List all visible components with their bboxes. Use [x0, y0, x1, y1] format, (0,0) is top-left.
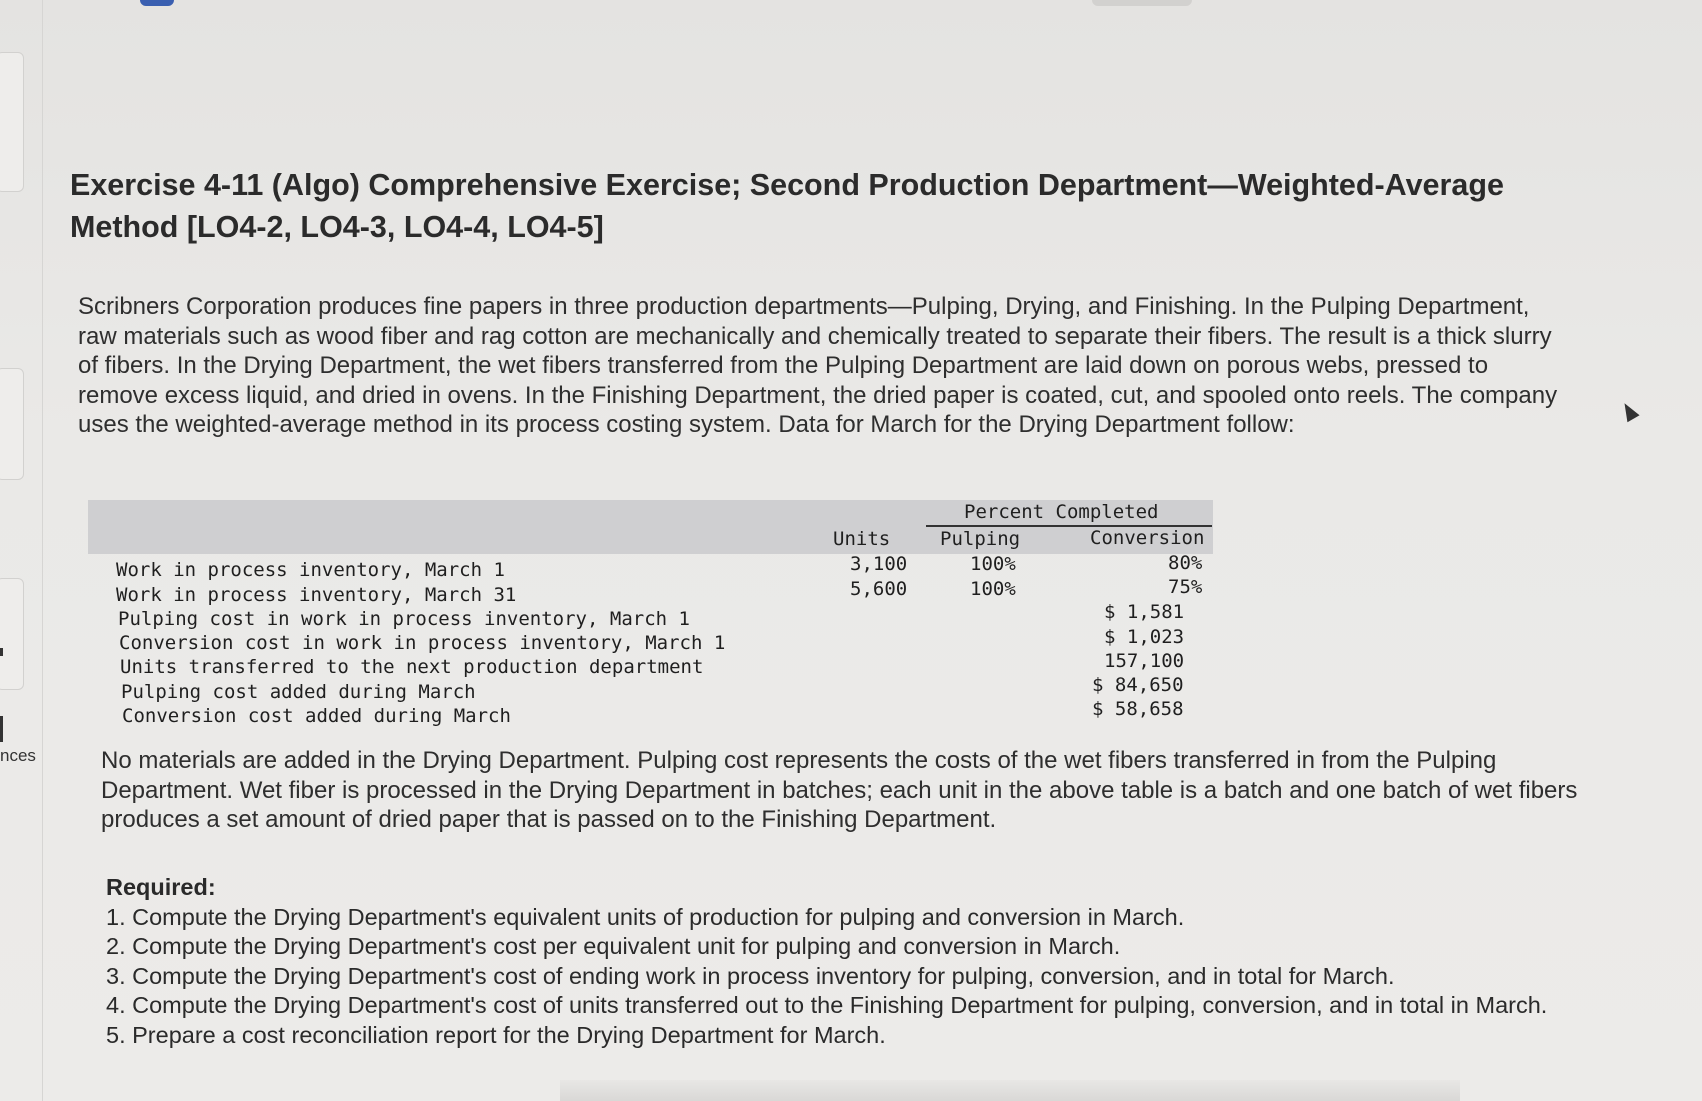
row-value: $ 1,581 [1104, 601, 1185, 623]
row-pulping-pct: 100% [970, 553, 1016, 575]
exercise-intro: Scribners Corporation produces fine papers in three production departments—Pulping, Drying, and Finishing. In the Pulping Department, raw materials such as wood fiber and rag cotton are mechanically and chemically treated to separate their fibers. The result is a thick slurry of fibers. In the Drying Department, the wet fibers transferred from the Pulping Department are laid down on porous webs, pressed to remove excess liquid, and dried in ovens. In the Finishing Department, the dried paper is coated, cut, and spooled onto reels. The company uses the weighted-average method in its process costing system. Data for March for the Drying Department follow: [78, 293, 1558, 438]
required-item: 1. Compute the Drying Department's equivalent units of production for pulping and conversion in March. [106, 903, 1185, 930]
header-percent-completed: Percent Completed [964, 501, 1159, 523]
row-value: $ 1,023 [1104, 626, 1185, 648]
drying-department-data-table [88, 500, 1213, 732]
required-item: 3. Compute the Drying Department's cost of ending work in process inventory for pulping, conversion, and in total for March. [106, 962, 1395, 989]
row-value: 157,100 [1104, 650, 1185, 672]
header-units: Units [833, 528, 891, 550]
sidebar-marker [0, 648, 3, 656]
row-label: Pulping cost added during March [121, 681, 476, 703]
sidebar-tab[interactable] [0, 368, 24, 480]
row-value: $ 84,650 [1092, 674, 1184, 696]
row-pulping-pct: 100% [970, 578, 1016, 600]
row-conversion-pct: 75% [1168, 576, 1203, 598]
top-indicator [1092, 0, 1192, 6]
required-heading: Required: [106, 874, 216, 900]
sidebar-partial-label[interactable]: nces [0, 746, 36, 765]
bottom-edge [560, 1080, 1460, 1101]
top-indicator [140, 0, 174, 6]
sidebar-tab[interactable] [0, 52, 24, 192]
required-item: 5. Prepare a cost reconciliation report for the Drying Department for March. [106, 1021, 886, 1048]
row-units: 5,600 [850, 578, 908, 600]
row-label: Pulping cost in work in process inventory, March 1 [118, 608, 690, 630]
row-conversion-pct: 80% [1168, 552, 1203, 574]
required-list [106, 903, 1586, 1051]
required-item: 2. Compute the Drying Department's cost per equivalent unit for pulping and conversion in March. [106, 933, 1121, 959]
header-conversion: Conversion [1090, 527, 1205, 549]
row-label: Units transferred to the next production department [120, 656, 704, 678]
row-label: Conversion cost in work in process inventory, March 1 [119, 632, 726, 654]
exercise-note: No materials are added in the Drying Department. Pulping cost represents the costs of the wet fibers transferred in from the Pulping Department. Wet fiber is processed in the Drying Department in batches; each unit in the above table is a batch and one batch of wet fibers produces a set amount of dried paper that is passed on to the Finishing Department. [101, 747, 1578, 833]
sidebar-tab[interactable] [0, 578, 24, 690]
row-label: Work in process inventory, March 31 [116, 584, 517, 606]
mouse-cursor-icon [1618, 400, 1639, 423]
sidebar-marker [0, 716, 3, 742]
required-section [106, 873, 1586, 1050]
header-pulping: Pulping [940, 528, 1021, 550]
row-units: 3,100 [850, 553, 908, 575]
exercise-title: Exercise 4-11 (Algo) Comprehensive Exercise; Second Production Department—Weighted-Average Method [LO4-2, LO4-3, LO4-4, LO4-5] [70, 168, 1504, 244]
row-value: $ 58,658 [1092, 698, 1184, 720]
row-label: Conversion cost added during March [122, 705, 511, 727]
required-item: 4. Compute the Drying Department's cost of units transferred out to the Finishing Department for pulping, conversion, and in total in March. [106, 992, 1548, 1018]
row-label: Work in process inventory, March 1 [116, 559, 505, 581]
